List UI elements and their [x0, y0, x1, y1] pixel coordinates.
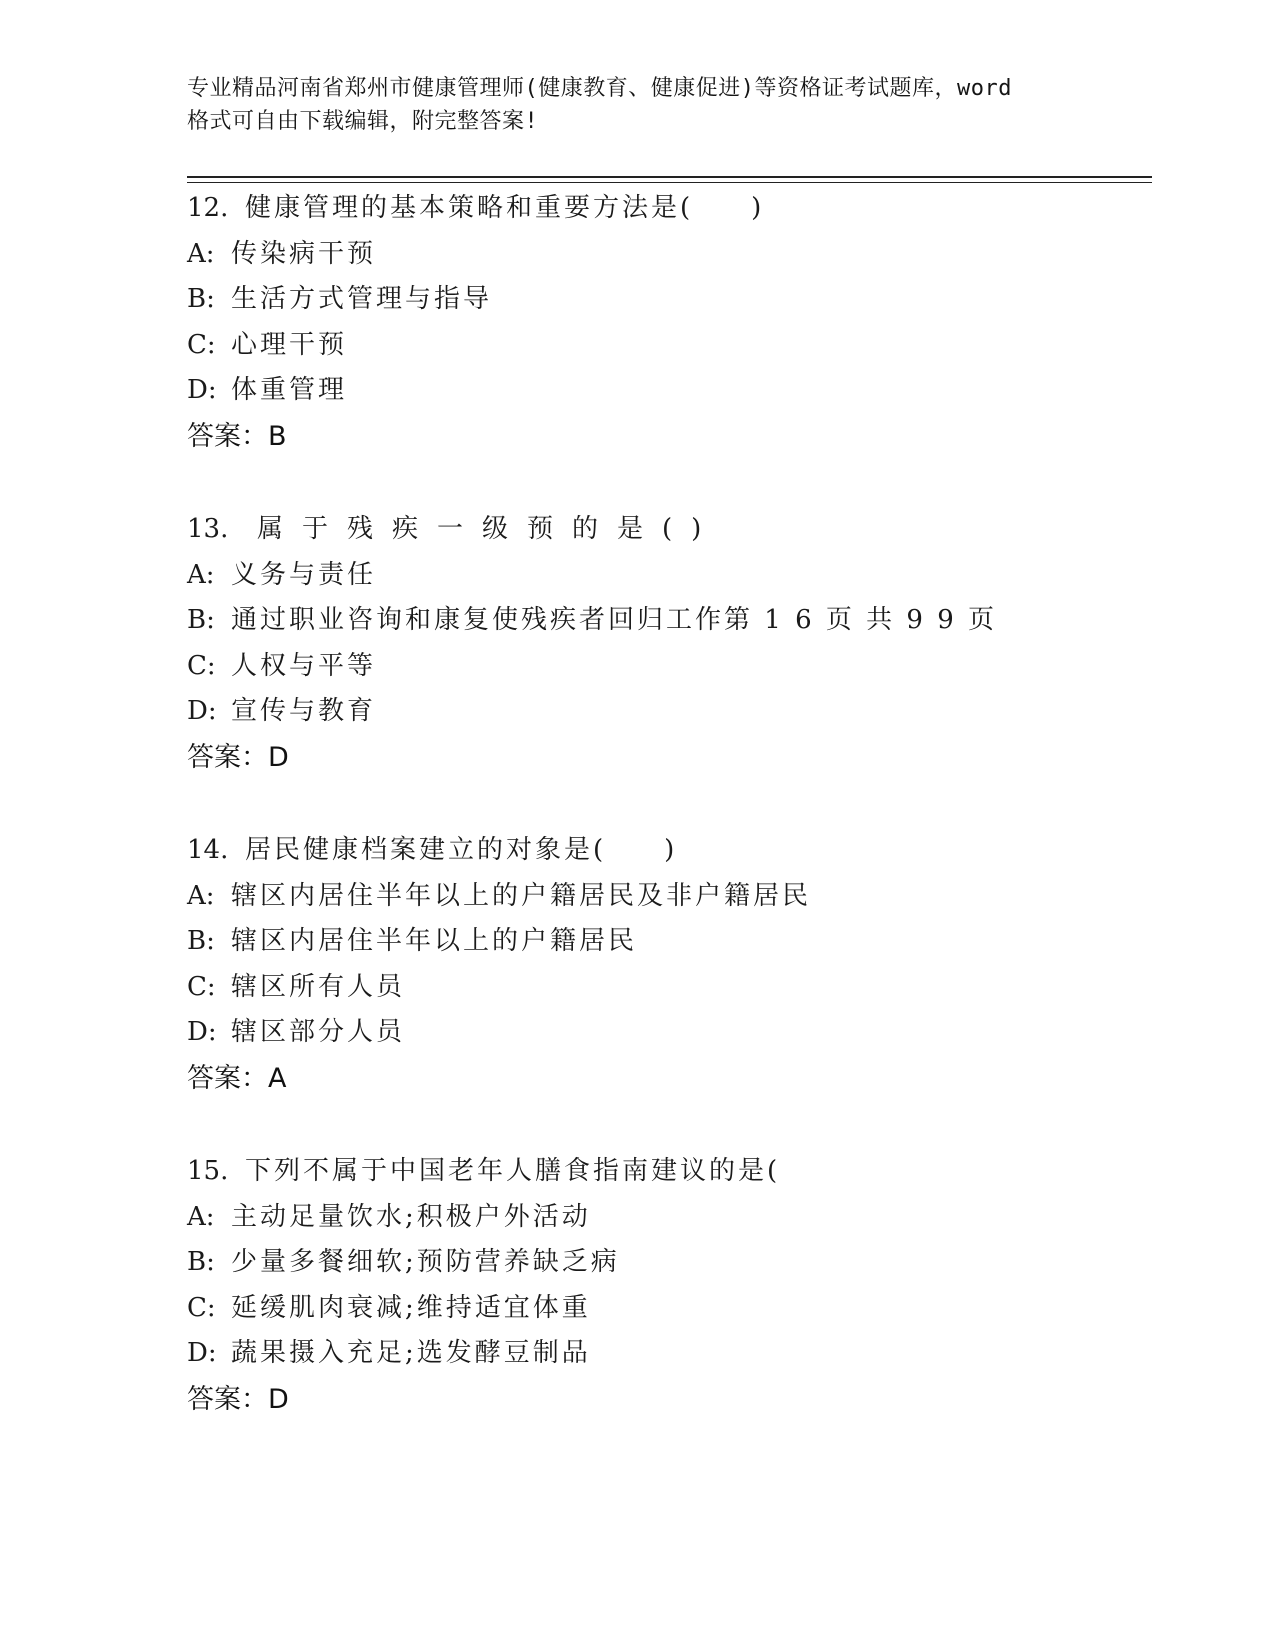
- option-label: D:: [187, 696, 217, 726]
- option-d: [187, 689, 1147, 735]
- answer-line: 答案：D: [187, 1383, 289, 1415]
- option-label: C:: [187, 650, 216, 681]
- question-text: 居民健康档案建立的对象是( ): [245, 835, 678, 865]
- option-label: A:: [187, 1201, 215, 1232]
- question-number: 14.: [187, 835, 229, 865]
- option-label: D:: [187, 1017, 217, 1047]
- option-c: [187, 323, 1147, 369]
- option-c: [187, 644, 1147, 690]
- option-label: B:: [187, 1247, 215, 1277]
- option-label: B:: [187, 284, 215, 314]
- answer-line: 答案：B: [187, 420, 287, 452]
- header-divider-thick: [187, 176, 1152, 178]
- question-text: 健康管理的基本策略和重要方法是( ): [245, 193, 765, 223]
- option-label: C:: [187, 329, 216, 360]
- option-text: 辖区所有人员: [231, 971, 406, 1002]
- question-text: 下列不属于中国老年人膳食指南建议的是(: [245, 1156, 781, 1186]
- option-text: 人权与平等: [231, 650, 377, 681]
- option-text: 生活方式管理与指导: [231, 284, 493, 314]
- option-text: 蔬果摄入充足;选发酵豆制品: [231, 1338, 591, 1368]
- option-b: [187, 919, 1147, 965]
- option-label: A:: [187, 880, 215, 911]
- question-block: [187, 1149, 1147, 1422]
- document-header: [187, 72, 1087, 138]
- option-text: 义务与责任: [231, 559, 377, 590]
- option-a: [187, 553, 1147, 599]
- option-text: 辖区内居住半年以上的户籍居民: [231, 926, 638, 956]
- option-b: [187, 598, 1147, 644]
- option-d: [187, 368, 1147, 414]
- option-text: 辖区部分人员: [231, 1017, 406, 1047]
- option-b: [187, 277, 1147, 323]
- question-block: [187, 186, 1147, 459]
- header-divider-thin: [187, 182, 1152, 183]
- option-text: 心理干预: [231, 329, 348, 360]
- question-stem: [187, 1149, 1147, 1195]
- option-c: [187, 1286, 1147, 1332]
- option-b: [187, 1240, 1147, 1286]
- question-number: 12.: [187, 193, 229, 223]
- option-text: 传染病干预: [231, 238, 377, 269]
- option-text: 通过职业咨询和康复使残疾者回归工作第 1 6 页 共 9 9 页: [231, 605, 998, 635]
- question-block: [187, 507, 1147, 780]
- option-label: C:: [187, 971, 216, 1002]
- question-text: 属于残疾一级预的是(): [257, 514, 721, 544]
- question-stem: [187, 186, 1147, 232]
- question-stem: [187, 828, 1147, 874]
- question-stem: [187, 507, 1147, 553]
- option-a: [187, 232, 1147, 278]
- header-line-1: 专业精品河南省郑州市健康管理师(健康教育、健康促进)等资格证考试题库，word: [187, 76, 1012, 101]
- answer-line: 答案：A: [187, 1062, 287, 1094]
- option-d: [187, 1010, 1147, 1056]
- option-label: C:: [187, 1292, 216, 1323]
- option-a: [187, 1195, 1147, 1241]
- question-block: [187, 828, 1147, 1101]
- option-label: D:: [187, 1338, 217, 1368]
- option-a: [187, 874, 1147, 920]
- option-text: 少量多餐细软;预防营养缺乏病: [231, 1247, 620, 1277]
- question-number: 15.: [187, 1156, 229, 1186]
- option-c: [187, 965, 1147, 1011]
- option-text: 体重管理: [231, 375, 348, 405]
- option-label: A:: [187, 238, 215, 269]
- option-label: A:: [187, 559, 215, 590]
- option-text: 宣传与教育: [231, 696, 377, 726]
- option-label: B:: [187, 605, 215, 635]
- option-text: 辖区内居住半年以上的户籍居民及非户籍居民: [231, 880, 812, 911]
- question-number: 13.: [187, 514, 229, 544]
- option-text: 主动足量饮水;积极户外活动: [231, 1201, 591, 1232]
- answer-line: 答案：D: [187, 741, 289, 773]
- option-d: [187, 1331, 1147, 1377]
- option-label: B:: [187, 926, 215, 956]
- option-label: D:: [187, 375, 217, 405]
- option-text: 延缓肌肉衰减;维持适宜体重: [231, 1292, 591, 1323]
- header-line-2: 格式可自由下载编辑，附完整答案!: [187, 109, 539, 134]
- question-list: [187, 186, 1147, 1470]
